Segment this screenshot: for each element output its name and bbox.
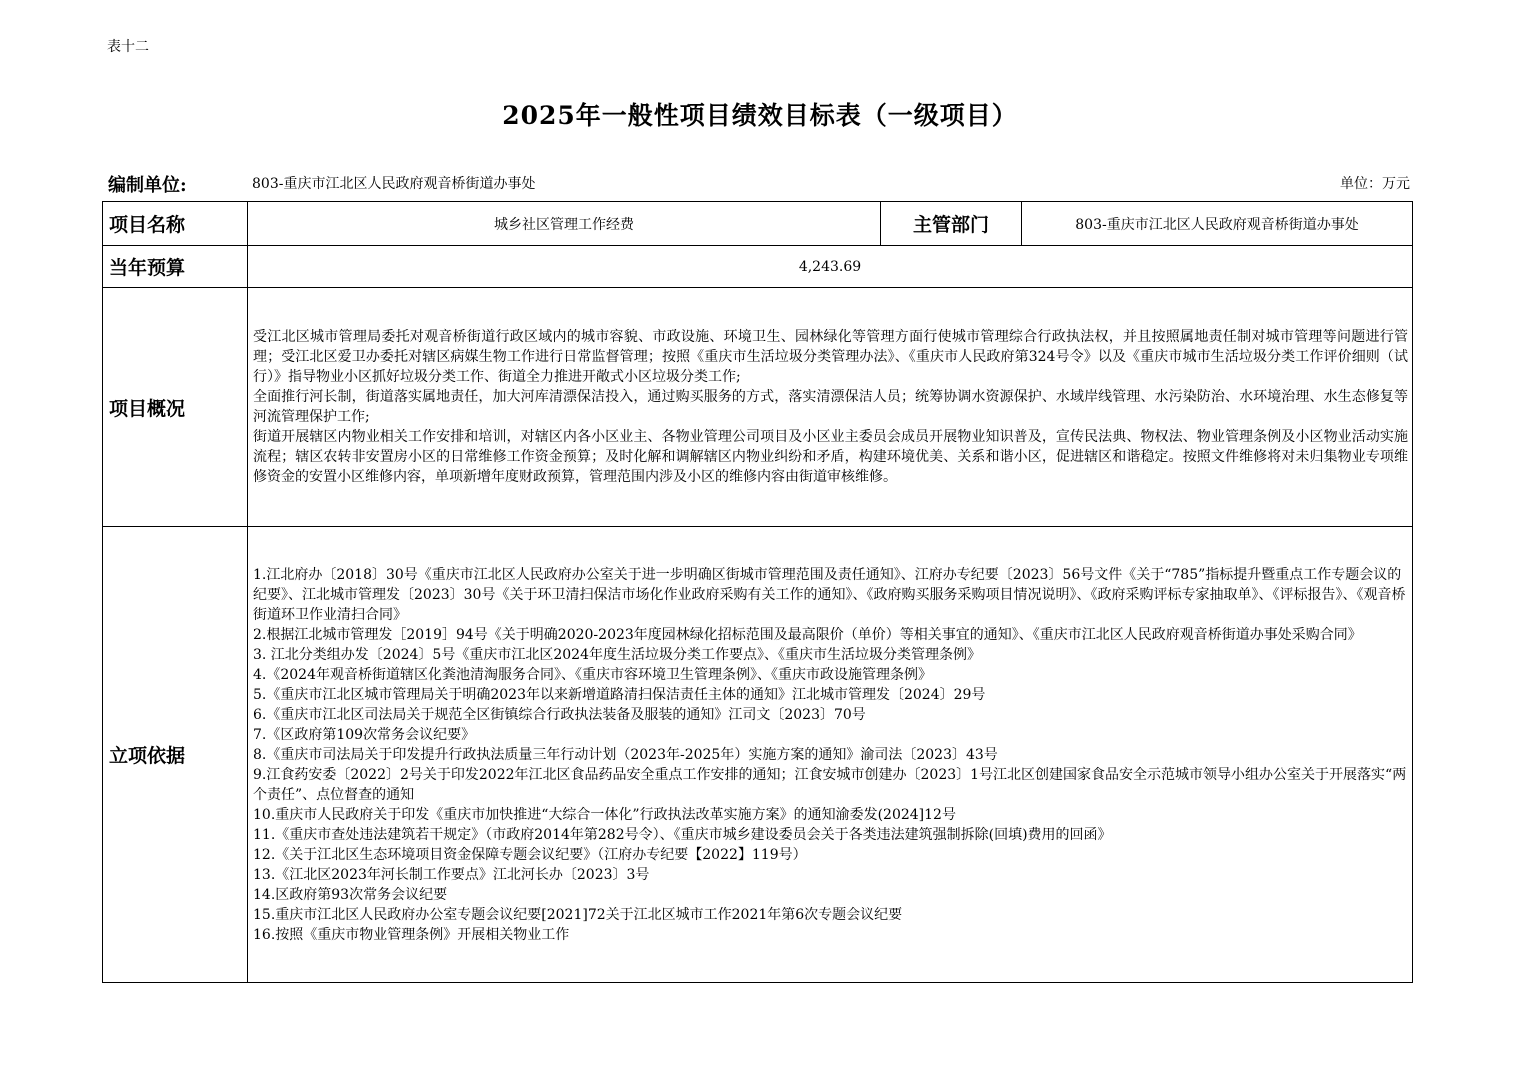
basis-item: 7.《区政府第109次常务会议纪要》 [253, 726, 476, 743]
basis-item: 14.区政府第93次常务会议纪要 [253, 886, 448, 903]
basis-item: 15.重庆市江北区人民政府办公室专题会议纪要[2021]72关于江北区城市工作2021年第6次专题会议纪要 [253, 906, 903, 923]
basis-item: 5.《重庆市江北区城市管理局关于明确2023年以来新增道路清扫保洁责任主体的通知》江北城市管理发〔2024〕29号 [253, 686, 986, 703]
row-overview [103, 288, 1413, 527]
overview-label: 项目概况 [103, 288, 248, 527]
basis-item: 3. 江北分类组办发〔2024〕5号《重庆市江北区2024年度生活垃圾分类工作要点》、《重庆市生活垃圾分类管理条例》 [253, 646, 981, 663]
project-name-value: 城乡社区管理工作经费 [248, 202, 881, 246]
basis-item: 8.《重庆市司法局关于印发提升行政执法质量三年行动计划（2023年-2025年）实施方案的通知》渝司法〔2023〕43号 [253, 746, 998, 763]
budget-label: 当年预算 [103, 246, 248, 288]
table-number-label: 表十二 [107, 39, 149, 55]
basis-item: 2.根据江北城市管理发［2019］94号《关于明确2020-2023年度园林绿化招标范围及最高限价（单价）等相关事宜的通知》、《重庆市江北区人民政府观音桥街道办事处采购合同》 [253, 626, 1362, 643]
overview-paragraph: 全面推行河长制，街道落实属地责任，加大河库清漂保洁投入，通过购买服务的方式，落实清漂保洁人员；统筹协调水资源保护、水域岸线管理、水污染防治、水环境治理、水生态修复等河流管理保护工作; [253, 389, 1408, 425]
row-budget [103, 246, 1413, 288]
org-label: 编制单位: [108, 175, 187, 196]
dept-value: 803-重庆市江北区人民政府观音桥街道办事处 [1022, 202, 1413, 246]
basis-content [248, 527, 1413, 983]
dept-label: 主管部门 [881, 202, 1022, 246]
basis-item: 16.按照《重庆市物业管理条例》开展相关物业工作 [253, 926, 570, 943]
basis-item: 10.重庆市人民政府关于印发《重庆市加快推进“大综合一体化”行政执法改革实施方案》的通知渝委发(2024]12号 [253, 806, 956, 823]
overview-content [248, 288, 1413, 527]
basis-item: 13.《江北区2023年河长制工作要点》江北河长办〔2023〕3号 [253, 866, 650, 883]
performance-table [102, 201, 1413, 983]
budget-value: 4,243.69 [248, 246, 1413, 288]
basis-item: 4.《2024年观音桥街道辖区化粪池清淘服务合同》、《重庆市容环境卫生管理条例》、《重庆市政设施管理条例》 [253, 666, 932, 683]
row-project-name [103, 202, 1413, 246]
basis-item: 11.《重庆市查处违法建筑若干规定》（市政府2014年第282号令）、《重庆市城乡建设委员会关于各类违法建筑强制拆除(回填)费用的回函》 [253, 826, 1112, 843]
basis-item: 1.江北府办〔2018〕30号《重庆市江北区人民政府办公室关于进一步明确区街城市管理范围及责任通知》、江府办专纪要〔2023〕56号文件《关于“785”指标提升暨重点工作专题会议的纪要》、江北城市管理发〔2023〕30号《关于环卫清扫保洁市场化作业政府采购有关工作的通知》、《政府购买服务采购项目情况说明》、《政府采购评标专家抽取单》、《评标报告》、《观音桥街道环卫作业清扫合同》 [253, 566, 1406, 623]
basis-label: 立项依据 [103, 527, 248, 983]
basis-item: 12.《关于江北区生态环境项目资金保障专题会议纪要》（江府办专纪要【2022】119号） [253, 846, 807, 863]
unit-label: 单位：万元 [1340, 176, 1410, 192]
overview-paragraph: 受江北区城市管理局委托对观音桥街道行政区域内的城市容貌、市政设施、环境卫生、园林绿化等管理方面行使城市管理综合行政执法权，并且按照属地责任制对城市管理等问题进行管理；受江北区爱卫办委托对辖区病媒生物工作进行日常监督管理；按照《重庆市生活垃圾分类管理办法》、《重庆市人民政府第324号令》以及《重庆市城市生活垃圾分类工作评价细则（试行）》指导物业小区抓好垃圾分类工作、街道全力推进开敞式小区垃圾分类工作; [253, 329, 1408, 385]
project-name-label: 项目名称 [103, 202, 248, 246]
row-basis [103, 527, 1413, 983]
org-value: 803-重庆市江北区人民政府观音桥街道办事处 [252, 176, 536, 192]
overview-paragraph: 街道开展辖区内物业相关工作安排和培训，对辖区内各小区业主、各物业管理公司项目及小区业主委员会成员开展物业知识普及，宣传民法典、物权法、物业管理条例及小区物业活动实施流程；辖区农转非安置房小区的日常维修工作资金预算；及时化解和调解辖区内物业纠纷和矛盾，构建环境优美、关系和谐小区，促进辖区和谐稳定。按照文件维修将对未归集物业专项维修资金的安置小区维修内容，单项新增年度财政预算，管理范围内涉及小区的维修内容由街道审核维修。 [253, 429, 1408, 485]
page-title: 2025年一般性项目绩效目标表（一级项目） [502, 101, 1018, 130]
basis-item: 6.《重庆市江北区司法局关于规范全区街镇综合行政执法装备及服装的通知》江司文〔2023〕70号 [253, 706, 866, 723]
basis-item: 9.江食药安委〔2022〕2号关于印发2022年江北区食品药品安全重点工作安排的通知；江食安城市创建办〔2023〕1号江北区创建国家食品安全示范城市领导小组办公室关于开展落实“两个责任”、点位督查的通知 [253, 766, 1407, 803]
